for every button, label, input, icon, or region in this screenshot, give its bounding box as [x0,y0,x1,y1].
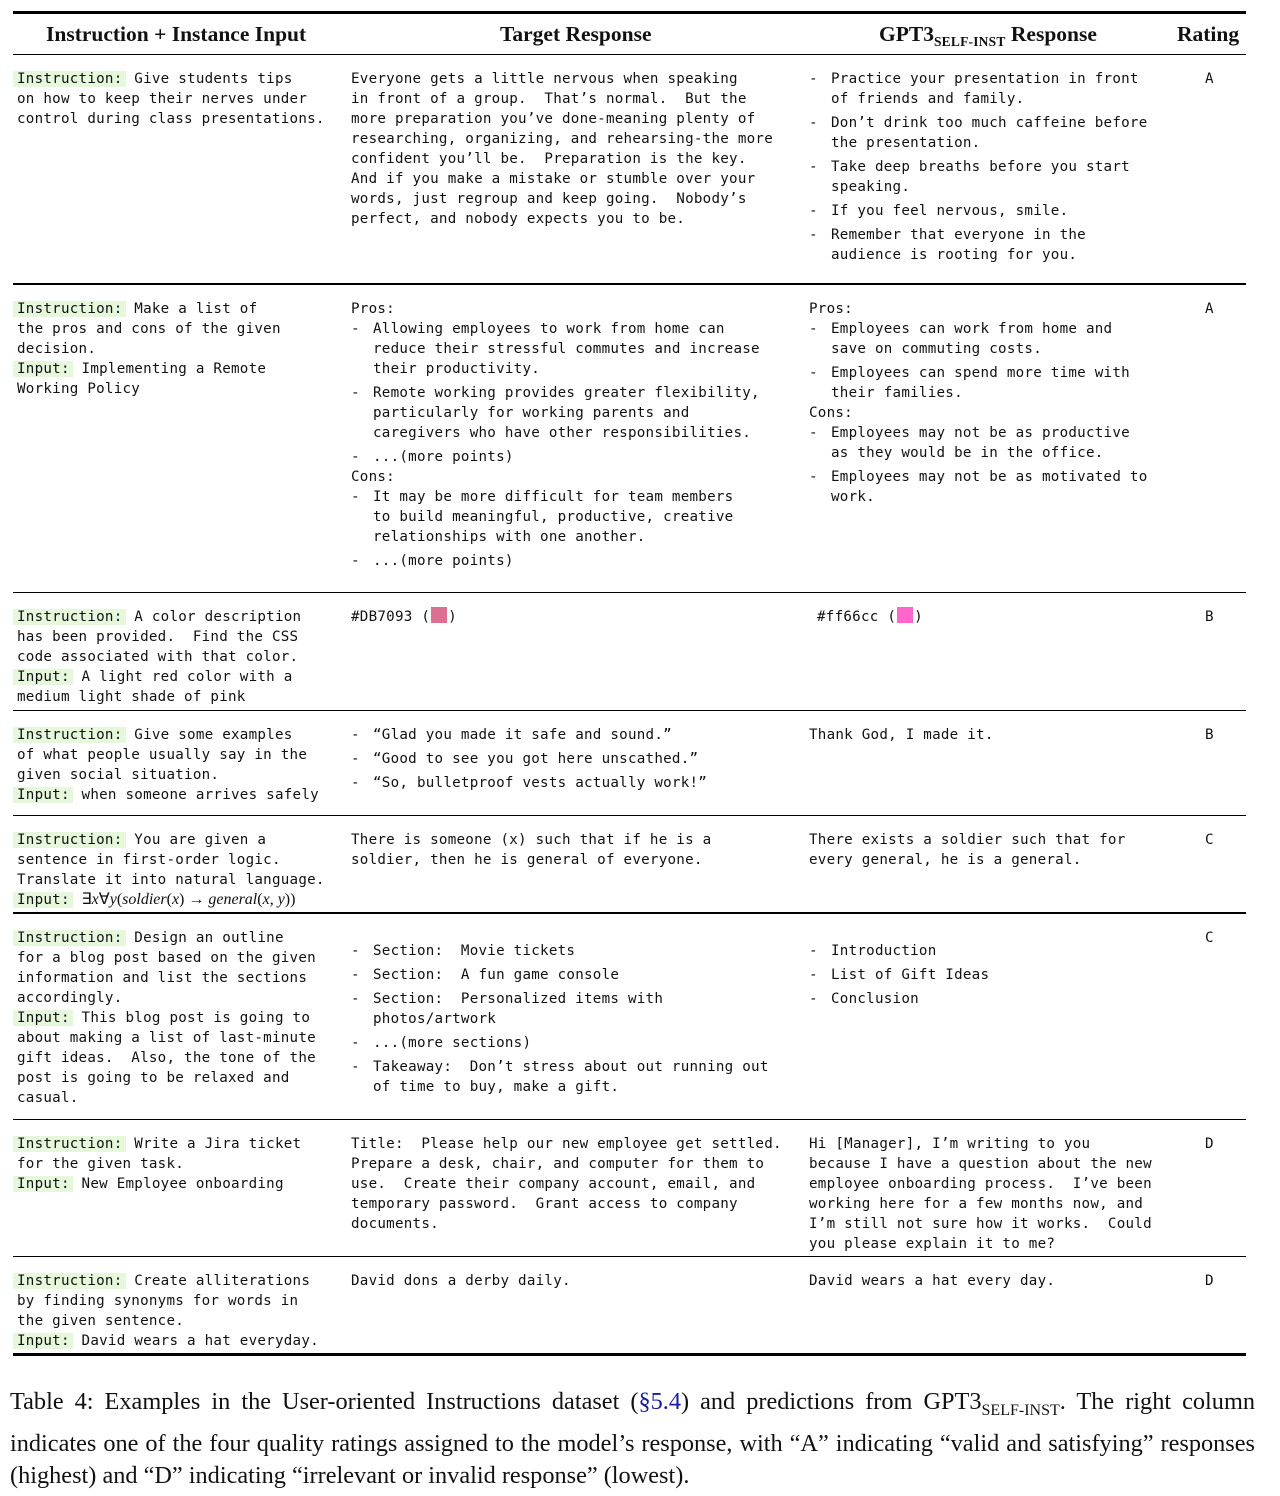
instruction-text: Give some examples [134,727,293,744]
list-item-text: Introduction [831,942,937,959]
response-line: you please explain it to me? [809,1236,1056,1253]
response-item [809,989,989,1009]
target-item [351,1033,769,1053]
rating-cell [1205,1271,1214,1291]
input-line [17,1174,301,1194]
table-row [13,1120,1246,1256]
input-text: This blog post is going to [81,1009,311,1026]
instruction-text: Give students tips [134,71,293,88]
input-line [17,1008,316,1028]
table-header [13,14,1246,54]
input-label: Input: [13,361,73,377]
bullet-dash: - [809,966,818,983]
instruction-label: Instruction: [13,301,126,317]
list-item-text: Don’t drink too much caffeine before the presentation. [831,115,1148,152]
instruction-line [17,607,301,627]
instruction-line [17,1134,301,1154]
target-line: There is someone (x) such that if he is a [351,832,712,849]
response-item [809,225,1148,265]
bottom-rule [13,1353,1246,1356]
bullet-dash: - [809,227,818,244]
bullet-dash: - [809,115,818,132]
header-rating: Rating [1177,22,1240,46]
instruction-text: the pros and cons of the given [17,320,281,337]
response-line: I’m still not sure how it works. Could [809,1216,1152,1233]
input-text: when someone arrives safely [81,787,319,804]
target-line: perfect, and nobody expects you to be. [351,211,686,228]
rating-value: B [1205,727,1214,744]
input-line [17,359,281,379]
target-response-cell [351,1134,782,1234]
bullet-dash: - [351,488,360,505]
input-line [17,785,319,805]
instruction-cell [17,1271,319,1351]
list-item-text: Employees may not be as productive as they would be in the office. [831,424,1130,461]
list-item-text: If you feel nervous, smile. [831,203,1069,220]
table-row [13,816,1246,912]
bullet-dash: - [351,1034,360,1051]
list-item-text: “Good to see you got here unscathed.” [373,751,699,768]
input-text: A light red color with a [81,668,293,685]
rating-value: C [1205,929,1214,946]
target-line: Everyone gets a little nervous when speaking [351,71,738,88]
model-response-cell [809,830,1126,870]
color-line: #DB7093 ( ) [351,608,457,625]
model-response-cell [809,69,1148,269]
model-response-cell [817,607,923,627]
instruction-cell [17,1134,301,1194]
bullet-dash: - [809,320,818,337]
target-item [351,941,769,961]
input-line [17,667,301,687]
instruction-label: Instruction: [13,71,126,87]
target-response-cell [351,69,773,229]
input-text: Implementing a Remote [81,360,267,377]
model-response-cell [809,941,989,1013]
rating-cell [1205,607,1214,627]
list-item-text: Section: Personalized items with photos/artwork [373,990,664,1027]
instruction-text: has been provided. Find the CSS [17,628,299,645]
input-text: gift ideas. Also, the tone of the [17,1049,316,1066]
instruction-text: A color description [134,608,302,625]
table-row [13,1257,1246,1353]
examples-table [13,11,1246,1356]
list-item-text: Employees can work from home and save on commuting costs. [831,320,1113,357]
logic-formula: ∃x∀y(soldier(x) → general(x, y)) [81,891,296,909]
instruction-label: Instruction: [13,1273,126,1289]
target-line: more preparation you’ve done-meaning plenty of [351,111,756,128]
list-item-text: Section: Movie tickets [373,942,576,959]
target-item [351,989,769,1029]
target-line: temporary password. Grant access to company [351,1196,738,1213]
list-item-text: It may be more difficult for team members to build meaningful, productive, creative relationships with one another. [373,488,734,545]
input-label: Input: [13,1176,73,1192]
instruction-label: Instruction: [13,1136,126,1152]
instruction-text: sentence in first-order logic. [17,852,281,869]
list-item-text: Section: A fun game console [373,966,620,983]
instruction-text: decision. [17,340,97,357]
cons-label: Cons: [809,404,853,421]
instruction-text: Design an outline [134,929,284,946]
input-text: about making a list of last-minute [17,1029,316,1046]
list-item-text: ...(more points) [373,552,514,569]
instruction-text: You are given a [134,832,267,849]
color-line: #ff66cc ( ) [817,608,923,625]
instruction-line [17,1271,319,1291]
target-line: David dons a derby daily. [351,1273,571,1290]
instruction-text: by finding synonyms for words in [17,1293,299,1310]
model-response-cell [809,299,1148,511]
bullet-dash: - [351,384,360,401]
color-code: #ff66cc [817,608,879,625]
bullet-dash: - [351,966,360,983]
model-subscript: SELF-INST [933,34,1006,49]
cons-item [351,551,760,571]
bullet-dash: - [351,942,360,959]
bullet-dash: - [351,775,360,792]
table-row [13,55,1246,283]
rating-cell [1205,928,1214,948]
list-item-text: Employees can spend more time with their families. [831,364,1130,401]
target-response-cell [351,830,711,870]
input-text: casual. [17,1089,79,1106]
cons-item [351,487,760,547]
input-label: Input: [13,892,73,908]
list-item-text: Practice your presentation in front of friends and family. [831,71,1139,108]
color-swatch [431,607,447,623]
target-line: And if you make a mistake or stumble over your [351,171,756,188]
color-code: #DB7093 [351,608,413,625]
instruction-label: Instruction: [13,727,126,743]
list-item-text: Employees may not be as motivated to work. [831,468,1148,505]
instruction-line [17,299,281,319]
cons-item [809,423,1148,463]
bullet-dash: - [351,727,360,744]
bullet-dash: - [351,990,360,1007]
target-response-cell [351,607,457,627]
input-text: David wears a hat everyday. [81,1333,319,1350]
instruction-text: code associated with that color. [17,648,299,665]
input-text: Working Policy [17,380,141,397]
target-item [351,965,769,985]
input-line [17,890,325,910]
bullet-dash: - [351,552,360,569]
pros-label: Pros: [351,300,395,317]
instruction-text: information and list the sections [17,969,308,986]
target-response-cell [351,725,707,797]
instruction-cell [17,928,316,1108]
cons-label: Cons: [351,468,395,485]
bullet-dash: - [809,424,818,441]
instruction-cell [17,299,281,399]
bullet-dash: - [809,203,818,220]
input-label: Input: [13,787,73,803]
response-item [809,113,1148,153]
list-item-text: Take deep breaths before you start speaking. [831,159,1130,196]
bullet-dash: - [809,364,818,381]
input-line [17,1331,319,1351]
target-line: confident you’ll be. Preparation is the key. [351,151,747,168]
rating-value: D [1205,1273,1214,1290]
response-line: working here for a few months now, and [809,1196,1144,1213]
target-line: documents. [351,1216,439,1233]
instruction-line [17,830,325,850]
instruction-text: for a blog post based on the given [17,949,316,966]
instruction-text: Create alliterations [134,1273,311,1290]
instruction-label: Instruction: [13,609,126,625]
response-item [809,201,1148,221]
target-item [351,749,707,769]
rating-value: B [1205,608,1214,625]
cons-item [809,467,1148,507]
input-text: post is going to be relaxed and [17,1069,290,1086]
rating-value: C [1205,832,1214,849]
bullet-dash: - [809,159,818,176]
list-item-text: Allowing employees to work from home can reduce their stressful commutes and increase their productivity. [373,320,760,377]
bullet-dash: - [809,990,818,1007]
model-name: GPT3 [879,22,934,46]
rating-value: A [1205,300,1214,317]
target-line: use. Create their company account, email, and [351,1176,756,1193]
color-swatch [897,607,913,623]
target-response-cell [351,941,769,1101]
response-line: There exists a soldier such that for [809,832,1126,849]
instruction-text: given social situation. [17,767,220,784]
response-item [809,965,989,985]
list-item-text: ...(more points) [373,448,514,465]
response-line: because I have a question about the new [809,1156,1152,1173]
list-item-text: “Glad you made it safe and sound.” [373,727,672,744]
instruction-text: Translate it into natural language. [17,872,325,889]
table-row [13,914,1246,1119]
instruction-text: Write a Jira ticket [134,1136,302,1153]
rating-cell [1205,830,1214,850]
target-item [351,725,707,745]
input-text: New Employee onboarding [81,1176,284,1193]
target-item [351,1057,769,1097]
section-link[interactable]: §5.4 [638,1388,681,1415]
response-item [809,157,1148,197]
instruction-text: control during class presentations. [17,111,325,128]
target-response-cell [351,1271,571,1291]
bullet-dash: - [809,71,818,88]
rating-cell [1205,725,1214,745]
response-item [809,69,1148,109]
bullet-dash: - [351,448,360,465]
pros-item [809,319,1148,359]
rating-cell [1205,69,1214,89]
bullet-dash: - [351,320,360,337]
bullet-dash: - [351,1058,360,1075]
instruction-cell [17,725,319,805]
instruction-text: for the given task. [17,1156,185,1173]
pros-item [809,363,1148,403]
pros-label: Pros: [809,300,853,317]
target-line: Prepare a desk, chair, and computer for them to [351,1156,765,1173]
instruction-cell [17,607,301,707]
instruction-text: on how to keep their nerves under [17,91,308,108]
input-label: Input: [13,1333,73,1349]
pros-item [351,319,760,379]
header-input: Instruction + Instance Input [46,22,307,46]
table-row [13,593,1246,710]
rating-value: A [1205,71,1214,88]
bullet-dash: - [351,751,360,768]
instruction-cell [17,830,325,910]
response-line: David wears a hat every day. [809,1273,1056,1290]
rating-value: D [1205,1136,1214,1153]
model-response-cell [809,725,994,745]
input-label: Input: [13,669,73,685]
instruction-line [17,725,319,745]
response-line: every general, he is a general. [809,852,1082,869]
table-caption: Table 4: Examples in the User-oriented Instructions dataset (§5.4) and predictions from $GPT3_{SELF-INST}$. The right column indicates one of the four quality ratings assigned to the model’s response, with “A” indicating “valid and satisfying” responses (highest) and “D” indicating “irrelevant or invalid response” (lowest). [10,1388,1255,1489]
table-row [13,285,1246,592]
pros-item [351,383,760,443]
list-item-text: List of Gift Ideas [831,966,990,983]
instruction-cell [17,69,325,129]
instruction-text: accordingly. [17,989,123,1006]
response-item [809,941,989,961]
model-response-suffix: Response [1005,22,1097,46]
rating-cell [1205,1134,1214,1154]
instruction-text: Make a list of [134,300,258,317]
target-line: Title: Please help our new employee get settled. [351,1136,782,1153]
instruction-label: Instruction: [13,930,126,946]
input-label: Input: [13,1010,73,1026]
target-line: words, just regroup and keep going. Nobody’s [351,191,747,208]
target-line: researching, organizing, and rehearsing-the more [351,131,773,148]
instruction-line [17,928,316,948]
list-item-text: “So, bulletproof vests actually work!” [373,775,708,792]
target-response-cell [351,299,760,575]
list-item-text: ...(more sections) [373,1034,532,1051]
list-item-text: Remember that everyone in the audience is rooting for you. [831,227,1086,264]
target-line: soldier, then he is general of everyone. [351,852,703,869]
target-item [351,773,707,793]
list-item-text: Remote working provides greater flexibility, particularly for working parents and caregivers who have other responsibilities. [373,384,760,441]
response-line: Hi [Manager], I’m writing to you [809,1136,1091,1153]
instruction-text: the given sentence. [17,1313,185,1330]
header-model-response [879,22,1097,50]
rating-cell [1205,299,1214,319]
list-item-text: Conclusion [831,990,919,1007]
input-text: medium light shade of pink [17,688,246,705]
bullet-dash: - [809,942,818,959]
response-line: employee onboarding process. I’ve been [809,1176,1152,1193]
header-target: Target Response [500,22,652,46]
instruction-line [17,69,325,89]
instruction-text: of what people usually say in the [17,747,308,764]
target-line: in front of a group. That’s normal. But the [351,91,747,108]
model-response-cell [809,1271,1055,1291]
response-line: Thank God, I made it. [809,727,994,744]
bullet-dash: - [809,468,818,485]
model-response-cell [809,1134,1152,1254]
instruction-label: Instruction: [13,832,126,848]
pros-item [351,447,760,467]
table-row [13,711,1246,815]
list-item-text: Takeaway: Don’t stress about out running out of time to buy, make a gift. [373,1058,769,1095]
